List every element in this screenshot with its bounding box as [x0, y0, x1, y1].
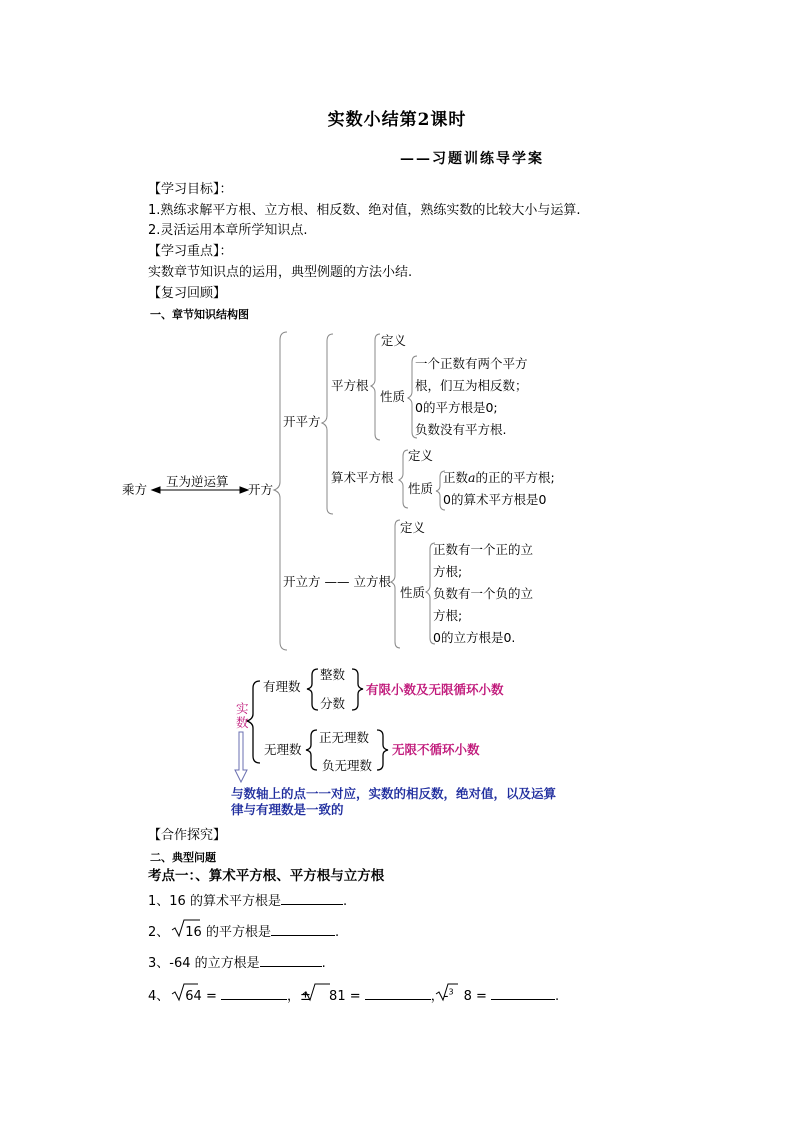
label-kaifang: 开方	[248, 482, 274, 497]
label-zhengshu: 整数	[320, 667, 346, 682]
review-header: 【复习回顾】	[148, 286, 227, 301]
label-dingyi-3: 定义	[400, 520, 426, 535]
label-kaipingfang: 开平方	[283, 414, 321, 429]
page-subtitle: ——习题训练导学案	[400, 151, 544, 167]
label-zhengwulishu: 正无理数	[319, 730, 370, 745]
label-wulishu: 无理数	[264, 742, 302, 757]
goal-item-2: 2.灵活运用本章所学知识点.	[148, 223, 308, 238]
page-title: 实数小结第2课时	[327, 110, 467, 130]
youlishu-description: 有限小数及无限循环小数	[366, 682, 504, 697]
lifanggen-prop-line2: 方根;	[433, 564, 463, 579]
kaodian-heading: 考点一：、算术平方根、平方根与立方根	[148, 868, 385, 884]
answer-blank-1[interactable]	[281, 892, 343, 905]
pingfanggen-prop-line1: 一个正数有两个平方	[415, 356, 528, 371]
lifanggen-prop-line5: 0的立方根是0.	[433, 630, 516, 645]
label-kailifang-lifanggen: 开立方 —— 立方根	[283, 574, 391, 589]
label-suanshu-pingfanggen: 算术平方根	[331, 470, 394, 485]
question-2: 2、 16 的平方根是 .	[148, 925, 340, 940]
label-shishu-1: 实	[236, 701, 249, 716]
focus-header: 【学习重点】：	[148, 244, 233, 259]
suanshu-prop-line2: 0的算术平方根是0	[443, 492, 547, 507]
question-3: 3、-64 的立方根是 .	[148, 956, 326, 971]
label-dingyi-1: 定义	[381, 333, 407, 348]
lifanggen-prop-line3: 负数有一个负的立	[433, 586, 534, 601]
question-1: 1、16 的算术平方根是 .	[148, 894, 348, 909]
review-subheading: 一、章节知识结构图	[150, 308, 249, 321]
pingfanggen-prop-line4: 负数没有平方根.	[415, 422, 507, 437]
coop-header: 【合作探究】	[148, 828, 227, 843]
pingfanggen-prop-line2: 根，们互为相反数；	[415, 378, 528, 393]
wulishu-description: 无限不循环小数	[392, 742, 480, 757]
label-xingzhi-3: 性质	[400, 585, 426, 600]
lifanggen-prop-line1: 正数有一个正的立	[433, 542, 534, 557]
label-youlishu: 有理数	[263, 679, 301, 694]
answer-blank-4c[interactable]	[491, 987, 555, 1000]
shishu-note-line1: 与数轴上的点一一对应，实数的相反数，绝对值，以及运算	[231, 786, 557, 801]
label-huwei-niyunsuan: 互为逆运算	[166, 474, 229, 489]
answer-blank-4a[interactable]	[221, 987, 287, 1000]
coop-subheading: 二、典型问题	[150, 851, 216, 864]
answer-blank-3[interactable]	[260, 954, 322, 967]
answer-blank-4b[interactable]	[365, 987, 431, 1000]
label-xingzhi-1: 性质	[380, 389, 406, 404]
focus-text: 实数章节知识点的运用，典型例题的方法小结.	[148, 265, 413, 280]
label-fuwulishu: 负无理数	[322, 758, 373, 773]
pingfanggen-prop-line3: 0的平方根是0;	[415, 400, 498, 415]
label-dingyi-2: 定义	[408, 448, 434, 463]
label-shishu-2: 数	[236, 715, 249, 730]
lifanggen-prop-line4: 方根;	[433, 608, 463, 623]
goals-header: 【学习目标】：	[148, 182, 233, 197]
answer-blank-2[interactable]	[271, 923, 335, 936]
shishu-note-line2: 律与有理数是一致的	[231, 802, 344, 817]
label-chengfang: 乘方	[122, 482, 148, 497]
label-pingfanggen: 平方根	[331, 378, 369, 393]
goal-item-1: 1.熟练求解平方根、立方根、相反数、绝对值，熟练实数的比较大小与运算.	[148, 203, 581, 218]
label-fenshu: 分数	[320, 696, 346, 711]
label-xingzhi-2: 性质	[408, 481, 434, 496]
q2-radicand: 16	[185, 925, 202, 940]
suanshu-prop-line1: 正数a的正的平方根;	[443, 470, 555, 485]
question-4: 4、 64 = ，± 81 = ，-$^3$ 8 = .	[148, 987, 560, 1004]
